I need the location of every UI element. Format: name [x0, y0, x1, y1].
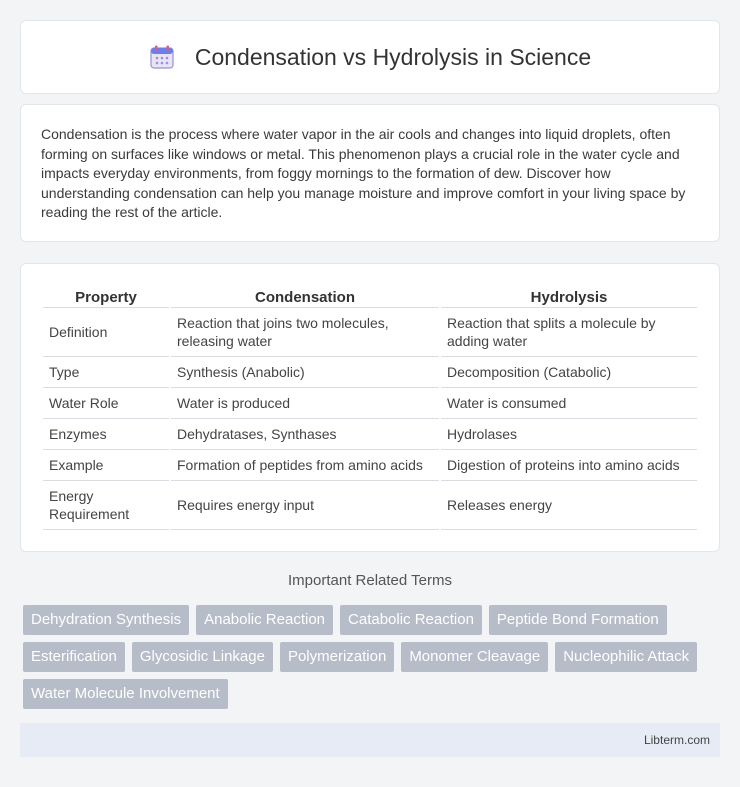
table-row [43, 357, 697, 388]
header-condensation: Condensation [171, 284, 439, 308]
related-terms-list [23, 605, 723, 709]
table-cell: Water is consumed [441, 388, 697, 419]
header-hydrolysis: Hydrolysis [441, 284, 697, 308]
table-row [43, 388, 697, 419]
table-cell: Example [43, 450, 169, 481]
footer [20, 723, 720, 757]
header-property: Property [43, 284, 169, 308]
calendar-icon [149, 44, 175, 70]
comparison-table [41, 284, 699, 530]
table-cell: Reaction that splits a molecule by adding water [441, 308, 697, 357]
table-cell: Enzymes [43, 419, 169, 450]
page-title: Condensation vs Hydrolysis in Science [194, 43, 592, 70]
table-cell: Synthesis (Anabolic) [171, 357, 439, 388]
term-tag[interactable]: Anabolic Reaction [196, 605, 333, 635]
table-row [43, 419, 697, 450]
table-cell: Definition [43, 308, 169, 357]
table-cell: Requires energy input [171, 481, 439, 530]
intro-paragraph: Condensation is the process where water vapor in the air cools and changes into liquid droplets, often forming on surfaces like windows or metal. This phenomenon plays a crucial role in the water cycle and impacts everyday environments, from foggy mornings to the formation of dew. Discover how understanding condensation can help you manage moisture and improve comfort in your living space by reading the rest of the article. [41, 126, 686, 221]
table-cell: Dehydratases, Synthases [171, 419, 439, 450]
term-tag[interactable]: Esterification [23, 642, 125, 672]
term-tag[interactable]: Polymerization [280, 642, 394, 672]
term-tag[interactable]: Peptide Bond Formation [489, 605, 667, 635]
table-cell: Reaction that joins two molecules, releasing water [171, 308, 439, 357]
term-tag[interactable]: Water Molecule Involvement [23, 679, 228, 709]
intro-card [20, 104, 720, 242]
term-tag[interactable]: Nucleophilic Attack [555, 642, 697, 672]
related-terms-title: Important Related Terms [288, 572, 452, 589]
term-tag[interactable]: Dehydration Synthesis [23, 605, 189, 635]
table-row [43, 450, 697, 481]
table-cell: Water Role [43, 388, 169, 419]
table-cell: Water is produced [171, 388, 439, 419]
table-row [43, 308, 697, 357]
table-row [43, 481, 697, 530]
table-cell: Type [43, 357, 169, 388]
table-cell: Energy Requirement [43, 481, 169, 530]
table-cell: Releases energy [441, 481, 697, 530]
table-cell: Digestion of proteins into amino acids [441, 450, 697, 481]
table-cell: Hydrolases [441, 419, 697, 450]
term-tag[interactable]: Glycosidic Linkage [132, 642, 273, 672]
term-tag[interactable]: Monomer Cleavage [401, 642, 548, 672]
table-header-row [43, 284, 697, 308]
footer-site-link[interactable]: Libterm.com [643, 733, 710, 747]
header-card [20, 20, 720, 94]
table-cell: Formation of peptides from amino acids [171, 450, 439, 481]
term-tag[interactable]: Catabolic Reaction [340, 605, 482, 635]
table-cell: Decomposition (Catabolic) [441, 357, 697, 388]
comparison-card [20, 263, 720, 552]
